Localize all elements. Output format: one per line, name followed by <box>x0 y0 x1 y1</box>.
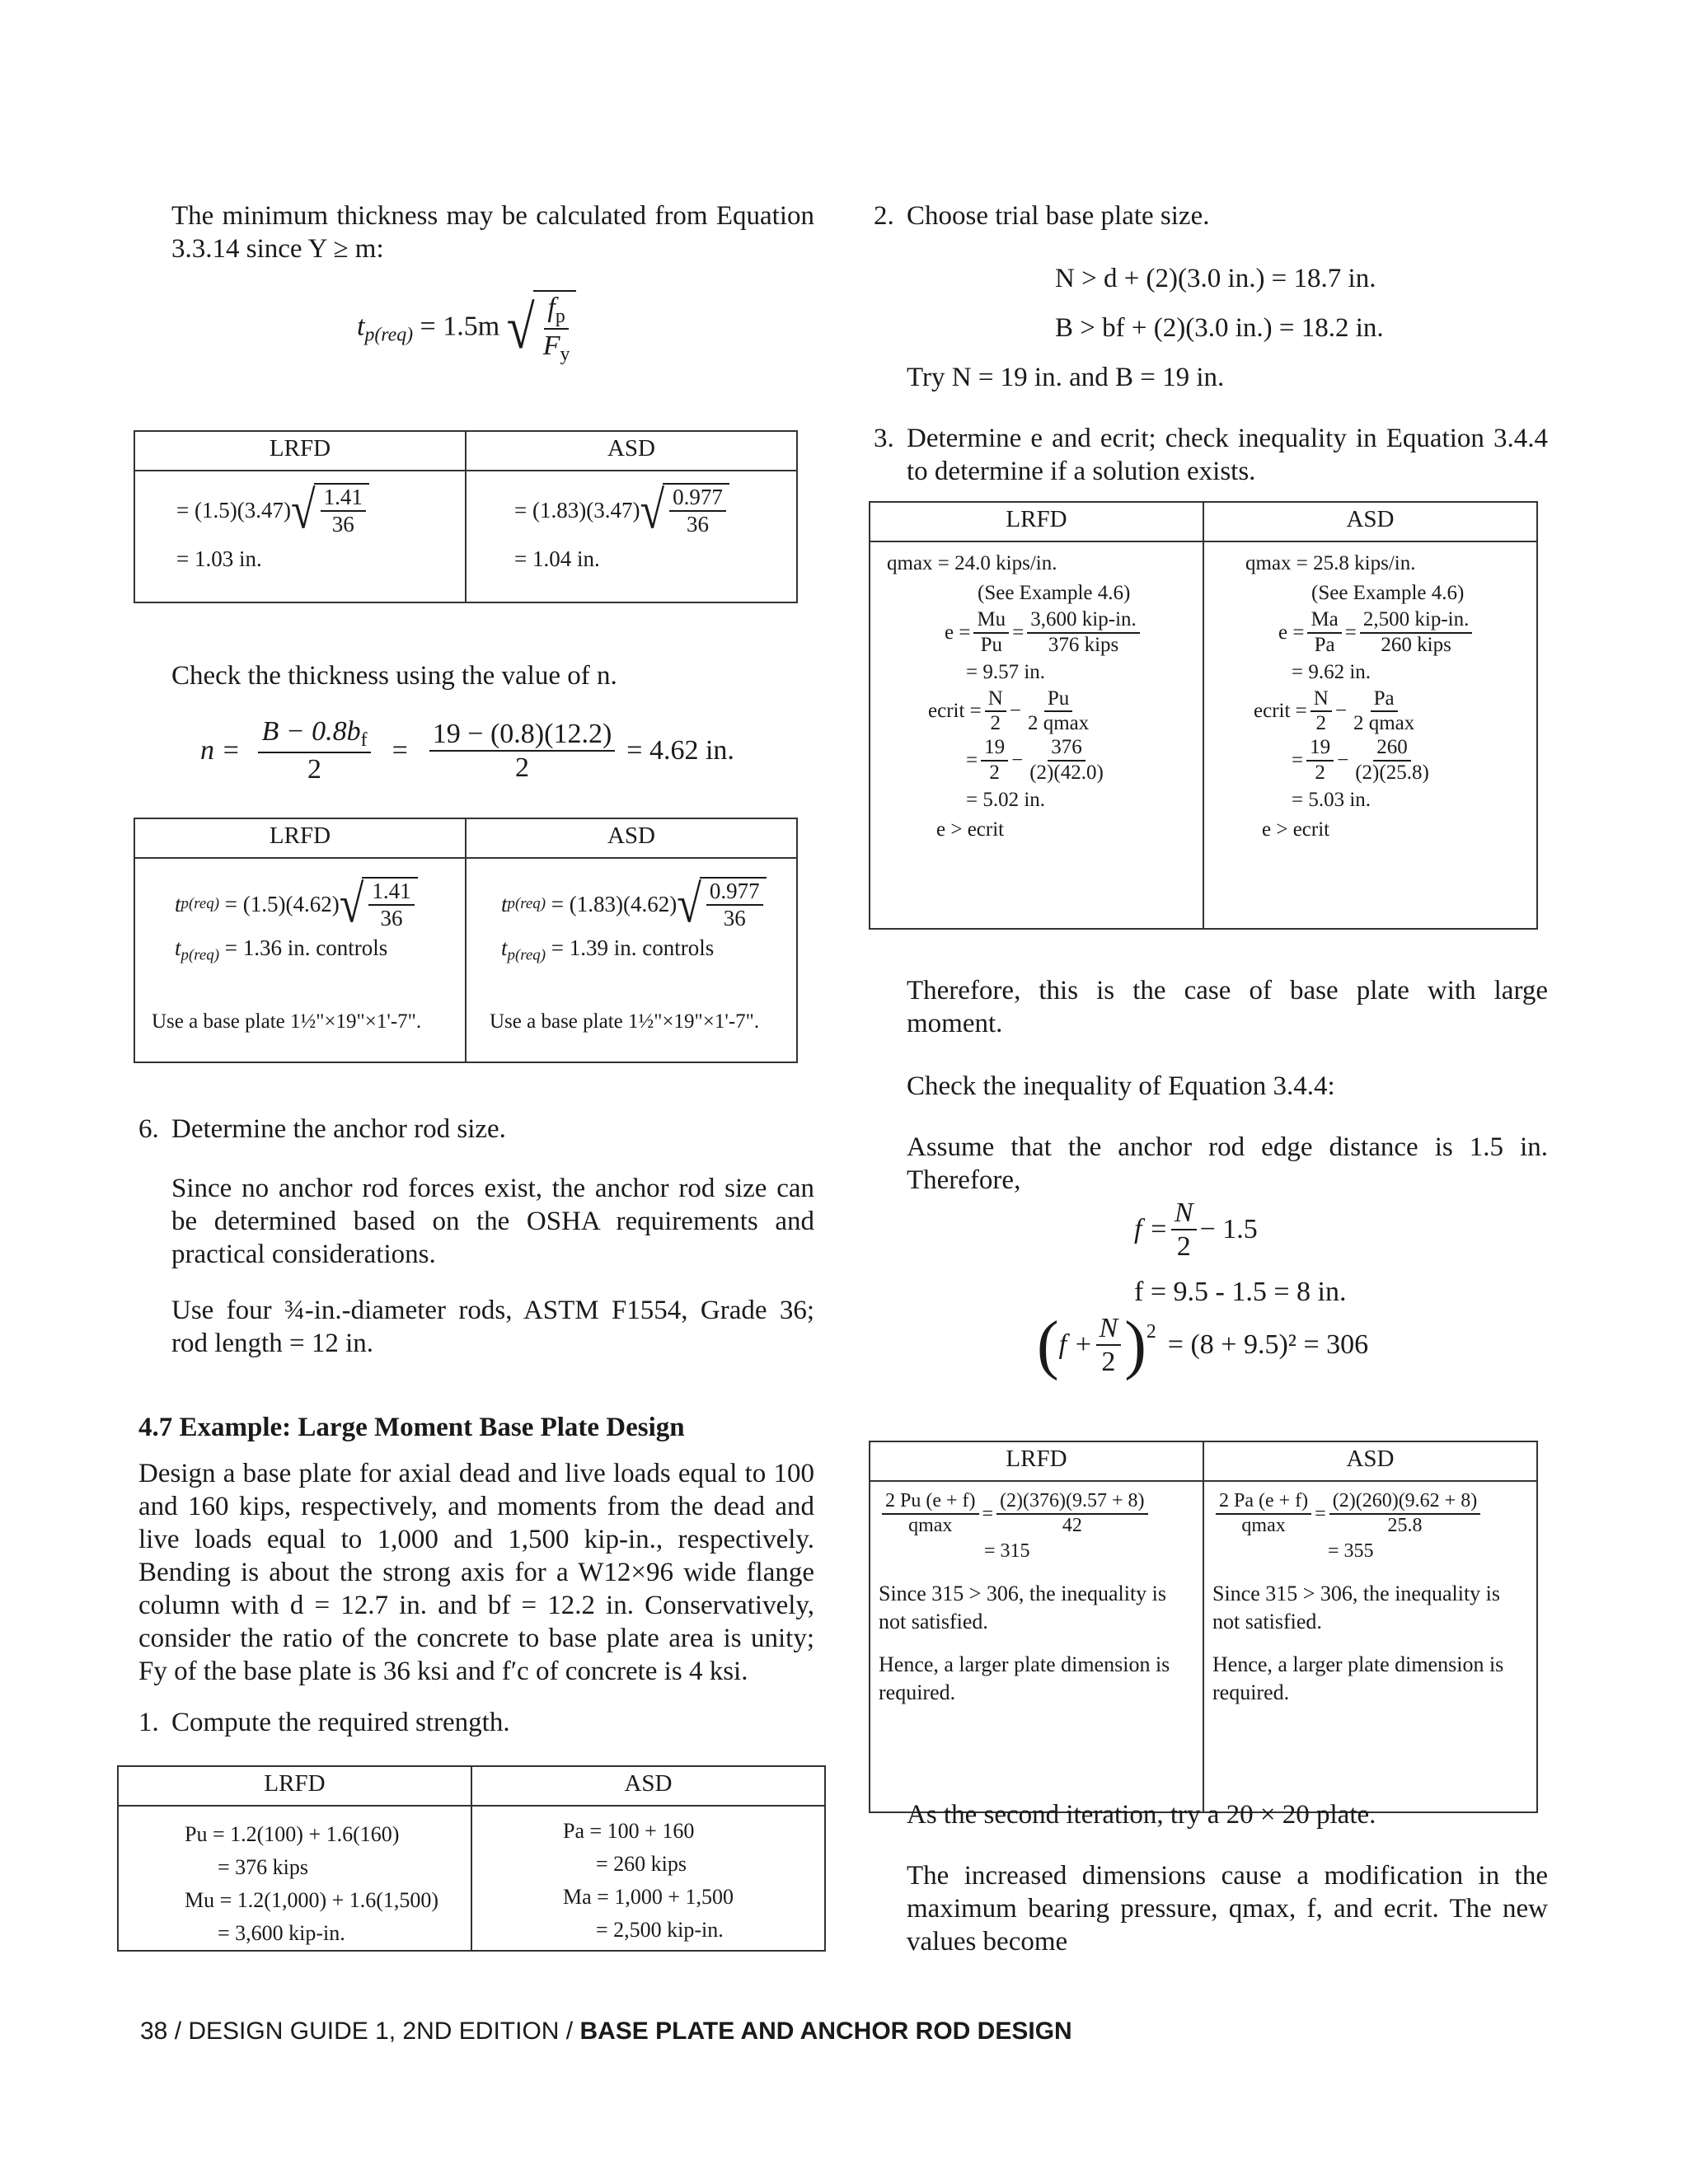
asd-e-result: = 9.62 in. <box>1292 660 1372 683</box>
paragraph-assume: Assume that the anchor rod edge distance is 1.5 in. Therefore, <box>907 1132 1548 1195</box>
asd-e-den1: Pa <box>1314 633 1335 656</box>
lrfd-line1: = (1.5)(4.62) <box>224 892 340 917</box>
asd-den: 36 <box>723 906 746 931</box>
cell-lrfd <box>134 858 466 1062</box>
lrfd-num: 1.41 <box>321 485 366 512</box>
asd-ec-n: N <box>1311 687 1332 713</box>
cell-asd <box>471 1806 825 1951</box>
item3-number: 3. <box>874 424 894 453</box>
paragraph-increased: The increased dimensions cause a modification in the maximum bearing pressure, qmax, f, and ecrit. The new values become <box>907 1861 1548 1957</box>
equation-f3 <box>1037 1309 1369 1382</box>
lrfd-ec-2: 2 <box>990 712 1001 735</box>
frac-19-den: 2 <box>515 752 530 783</box>
lrfd-ecrit-result: = 5.02 in. <box>966 788 1046 811</box>
eq-f1-den: 2 <box>1176 1231 1191 1263</box>
section-paragraph: Design a base plate for axial dead and live loads equal to 100 and 160 kips, respectively, and moments from the dead and live loads equal to 1,000 and 1,500 kip-in., respectively. Bending is about the strong axis for a W12×96 wide flange column with d = 12.7 in. and bf = 12.2 in. Conservatively, consider the ratio of the concrete to base plate area is unity; Fy of the base plate is 36 ksi and f′c of concrete is 4 ksi. <box>138 1459 814 1686</box>
paren-left: ( <box>1037 1309 1059 1382</box>
item6-title: Determine the anchor rod size. <box>171 1114 506 1144</box>
equation-n <box>200 715 734 786</box>
sqrt-symbol: √ $\frac{0.977}{36}$ <box>677 877 766 931</box>
lrfd-den: 36 <box>331 512 354 537</box>
cell-lrfd: $\frac{2 Pu (e + f)}{qmax}$ = $\frac{(2)(376)(9.57 + 8)}{42}$ = 315 Since 315 > 306, the inequality is not satisfied. Hence, a larger plate dimension is required. <box>870 1481 1203 1812</box>
sqrt-symbol: √ $\frac{1.41}{36}$ <box>340 877 418 931</box>
asd-den: 36 <box>686 512 709 537</box>
lrfd-num1: 2 Pu (e + f) <box>882 1490 979 1515</box>
equation-tpreq <box>357 290 576 367</box>
asd-num1: 2 Pa (e + f) <box>1216 1490 1311 1515</box>
eq-rhs: = 1.5m <box>420 311 500 342</box>
eq-f1-num: N <box>1174 1197 1193 1228</box>
eq-n-lhs: n = <box>200 734 241 766</box>
item6-paragraph2: Use four ¾-in.-diameter rods, ASTM F1554, Grade 36; rod length = 12 in. <box>171 1296 814 1358</box>
asd-line2: = 1.39 in. controls <box>551 935 715 961</box>
asd-ec-den: (2)(25.8) <box>1355 761 1429 784</box>
page-footer <box>140 2018 1072 2046</box>
cell-asd <box>466 858 797 1062</box>
eq-f3-num: N <box>1099 1313 1118 1343</box>
asd-ec-19: 19 <box>1306 736 1334 762</box>
eq-f3-lhs: f + <box>1058 1329 1093 1361</box>
asd-den1: qmax <box>1241 1514 1286 1536</box>
lrfd-num: 1.41 <box>368 879 414 906</box>
asd-ec-q: 2 qmax <box>1353 712 1415 735</box>
lrfd-e-den1: Pu <box>980 633 1003 656</box>
t-label: t <box>501 935 508 961</box>
asd-den2: 25.8 <box>1387 1514 1423 1536</box>
paren-right: ) <box>1124 1309 1146 1382</box>
lrfd-line2: = 1.36 in. controls <box>224 935 388 961</box>
table-inequality <box>869 1441 1538 1813</box>
equation-b-trial: B > bf + (2)(3.0 in.) = 18.2 in. <box>1055 313 1384 343</box>
item6-number: 6. <box>138 1114 159 1144</box>
lrfd-use: Use a base plate 1½"×19"×1'-7". <box>152 1010 422 1033</box>
item3-title: Determine e and ecrit; check inequality in Equation 3.4.4 to determine if a solution exists. <box>907 424 1548 486</box>
eq-lhs: t <box>357 311 365 342</box>
lrfd-den2: 42 <box>1062 1514 1082 1536</box>
lrfd-ec-n: N <box>985 687 1006 713</box>
lrfd-compare: e > ecrit <box>936 818 1005 841</box>
asd-ecrit-result: = 5.03 in. <box>1292 788 1372 811</box>
item6-paragraph1: Since no anchor rod forces exist, the anchor rod size can be determined based on the OSHA requirements and practical considerations. <box>171 1174 814 1269</box>
table-eccentricity <box>869 501 1538 930</box>
asd-compare: e > ecrit <box>1262 818 1330 841</box>
th-asd: ASD <box>471 1766 825 1806</box>
asd-line2: = 1.04 in. <box>514 546 600 572</box>
lrfd-qmax: qmax = 24.0 kips/in. <box>887 552 1057 574</box>
asd-see: (See Example 4.6) <box>1311 582 1465 604</box>
equation-n-trial: N > d + (2)(3.0 in.) = 18.7 in. <box>1055 264 1376 293</box>
eq-n-result: = 4.62 in. <box>626 734 734 766</box>
frac-19 <box>429 718 615 784</box>
t-label: t <box>501 892 508 917</box>
asd-e-den2: 260 kips <box>1381 633 1451 656</box>
item1-number: 1. <box>138 1708 159 1737</box>
sqrt-symbol: √ $\frac{f_p}{F_y}$ <box>507 290 577 367</box>
section-heading: 4.7 Example: Large Moment Base Plate Design <box>138 1413 685 1442</box>
asd-num: 0.977 <box>669 485 726 512</box>
lrfd-num2: (2)(376)(9.57 + 8) <box>996 1490 1148 1515</box>
eq-n-equals: = <box>392 734 408 766</box>
lrfd-result: = 315 <box>984 1540 1030 1563</box>
cell-asd <box>466 471 797 602</box>
sqrt-symbol: √ $\frac{0.977}{36}$ <box>640 483 729 537</box>
footer-prefix: 38 / DESIGN GUIDE 1, 2ND EDITION / <box>140 2018 580 2045</box>
t-sub: p(req) <box>181 946 220 964</box>
asd-use: Use a base plate 1½"×19"×1'-7". <box>490 1010 760 1033</box>
lrfd-line1: = (1.5)(3.47) <box>176 498 291 523</box>
frac-num: f <box>547 293 556 323</box>
asd-pa: Pa = 100 + 160 <box>563 1819 695 1843</box>
t-sub: p(req) <box>507 895 546 913</box>
frac-19-num: 19 − (0.8)(12.2) <box>429 718 615 752</box>
th-asd: ASD <box>466 818 797 858</box>
th-lrfd: LRFD <box>134 431 466 471</box>
th-asd: ASD <box>1203 1441 1537 1481</box>
lrfd-ec-p: Pu <box>1044 687 1072 713</box>
th-lrfd: LRFD <box>118 1766 471 1806</box>
eq-f2-text: f = 9.5 - 1.5 = 8 in. <box>1134 1277 1347 1307</box>
lrfd-e-num2: 3,600 kip-in. <box>1027 608 1139 634</box>
table-required-strength <box>117 1765 826 1952</box>
asd-qmax: qmax = 25.8 kips/in. <box>1245 552 1416 574</box>
t-sub: p(req) <box>181 895 220 913</box>
asd-result: = 355 <box>1328 1540 1374 1563</box>
frac-num-sub: p <box>555 306 565 328</box>
lrfd-den1: qmax <box>908 1514 953 1536</box>
th-asd: ASD <box>466 431 797 471</box>
table-thickness-n <box>134 818 798 1063</box>
e-label: e = <box>1278 621 1305 644</box>
asd-pa-result: = 260 kips <box>596 1852 687 1876</box>
item2-title: Choose trial base plate size. <box>907 201 1210 231</box>
th-lrfd: LRFD <box>134 818 466 858</box>
lrfd-since: Since 315 > 306, the inequality is not satisfied. <box>879 1582 1167 1634</box>
item2-number: 2. <box>874 201 894 231</box>
frac-b <box>258 715 370 786</box>
lrfd-e-num1: Mu <box>973 608 1009 634</box>
eq-f3-rhs: = (8 + 9.5)² = 306 <box>1167 1329 1369 1361</box>
asd-num2: (2)(260)(9.62 + 8) <box>1329 1490 1481 1515</box>
paragraph-check-inequality: Check the inequality of Equation 3.4.4: <box>907 1071 1335 1101</box>
lrfd-ec-376: 376 <box>1048 736 1085 762</box>
th-asd: ASD <box>1203 502 1537 541</box>
asd-e-num2: 2,500 kip-in. <box>1360 608 1472 634</box>
lrfd-ec-den: (2)(42.0) <box>1029 761 1104 784</box>
frac-den: F <box>542 330 560 362</box>
asd-ec-2b: 2 <box>1315 761 1325 784</box>
asd-num: 0.977 <box>706 879 763 906</box>
lrfd-e-result: = 9.57 in. <box>966 660 1046 683</box>
try-size: Try N = 19 in. and B = 19 in. <box>907 363 1225 392</box>
lrfd-e-den2: 376 kips <box>1048 633 1119 656</box>
cell-lrfd <box>118 1806 471 1951</box>
asd-line1: = (1.83)(4.62) <box>551 892 678 917</box>
lrfd-ec-2b: 2 <box>989 761 1000 784</box>
lrfd-mu: Mu = 1.2(1,000) + 1.6(1,500) <box>185 1888 439 1912</box>
lrfd-pu: Pu = 1.2(100) + 1.6(160) <box>185 1822 400 1846</box>
footer-title: BASE PLATE AND ANCHOR ROD DESIGN <box>579 2018 1072 2045</box>
t-label: t <box>175 892 181 917</box>
eq-lhs-sub: p(req) <box>364 324 414 346</box>
lrfd-line2: = 1.03 in. <box>176 546 262 572</box>
asd-ma-result: = 2,500 kip-in. <box>596 1918 724 1942</box>
table-thickness-m <box>134 430 798 603</box>
asd-e-num1: Ma <box>1307 608 1341 634</box>
paragraph-large-moment: Therefore, this is the case of base plate with large moment. <box>907 976 1548 1038</box>
cell-lrfd <box>134 471 466 602</box>
lrfd-ec-19: 19 <box>981 736 1008 762</box>
ecrit-label: ecrit = <box>1254 700 1307 723</box>
t-sub: p(req) <box>507 946 546 964</box>
th-lrfd: LRFD <box>870 1441 1203 1481</box>
asd-ec-260: 260 <box>1373 736 1411 762</box>
frac-b-sub: f <box>360 729 368 752</box>
equation-f2 <box>1134 1276 1346 1309</box>
cell-asd: qmax = 25.8 kips/in. (See Example 4.6) e = $\frac{Ma}{Pa}$ = $\frac{\text{2,500 kip-in.}}{\text{260 kips}}$ = 9.62 in. ecrit = $\frac{N}{2}$ − $\frac{Pa}{2 qmax}$ = $\frac{19}{2}$ − $\frac{260}{(2)(25.8)}$ = 5.03 in. e > ecrit <box>1203 541 1537 929</box>
th-lrfd: LRFD <box>870 502 1203 541</box>
item1-title: Compute the required strength. <box>171 1708 510 1737</box>
square-exponent: 2 <box>1146 1321 1156 1343</box>
frac-b-num: B − 0.8b <box>261 716 361 747</box>
paragraph-check-n: Check the thickness using the value of n. <box>171 661 617 691</box>
asd-ma: Ma = 1,000 + 1,500 <box>563 1885 734 1909</box>
asd-since: Since 315 > 306, the inequality is not satisfied. <box>1212 1582 1501 1634</box>
frac-den-sub: y <box>560 344 570 366</box>
lrfd-ec-q: 2 qmax <box>1027 712 1090 735</box>
lrfd-see: (See Example 4.6) <box>978 582 1131 604</box>
asd-ec-p: Pa <box>1371 687 1398 713</box>
cell-lrfd: qmax = 24.0 kips/in. (See Example 4.6) e = $\frac{Mu}{Pu}$ = $\frac{\text{3,600 kip-in.}}{\text{376 kips}}$ = 9.57 in. ecrit = $\frac{N}{2}$ − $\frac{Pu}{2 qmax}$ = $\frac{19}{2}$ − $\frac{376}{(2)(42.0)}$ = 5.02 in. e > ecrit <box>870 541 1203 929</box>
paragraph-second-iteration: As the second iteration, try a 20 × 20 plate. <box>907 1800 1376 1830</box>
sqrt-symbol: √ $\frac{1.41}{36}$ <box>291 483 369 537</box>
e-label: e = <box>945 621 971 644</box>
eq-f3-den: 2 <box>1101 1347 1116 1378</box>
paragraph-min-thickness: The minimum thickness may be calculated from Equation 3.3.14 since Y ≥ m: <box>171 201 814 264</box>
equation-f1 <box>1134 1197 1258 1263</box>
eq-f1-lhs: f = <box>1134 1214 1168 1245</box>
frac-b-den: 2 <box>307 754 322 785</box>
cell-asd: $\frac{2 Pa (e + f)}{qmax}$ = $\frac{(2)(260)(9.62 + 8)}{25.8}$ = 355 Since 315 > 306, the inequality is not satisfied. Hence, a larger plate dimension is required. <box>1203 1481 1537 1812</box>
t-label: t <box>175 935 181 961</box>
lrfd-pu-result: = 376 kips <box>218 1855 309 1879</box>
asd-line1: = (1.83)(3.47) <box>514 498 640 523</box>
lrfd-hence: Hence, a larger plate dimension is required. <box>879 1652 1170 1705</box>
ecrit-label: ecrit = <box>928 700 982 723</box>
asd-ec-2: 2 <box>1315 712 1327 735</box>
eq-f1-rhs: − 1.5 <box>1199 1214 1258 1245</box>
asd-hence: Hence, a larger plate dimension is required. <box>1212 1652 1504 1705</box>
lrfd-den: 36 <box>380 906 403 931</box>
lrfd-mu-result: = 3,600 kip-in. <box>218 1921 345 1945</box>
